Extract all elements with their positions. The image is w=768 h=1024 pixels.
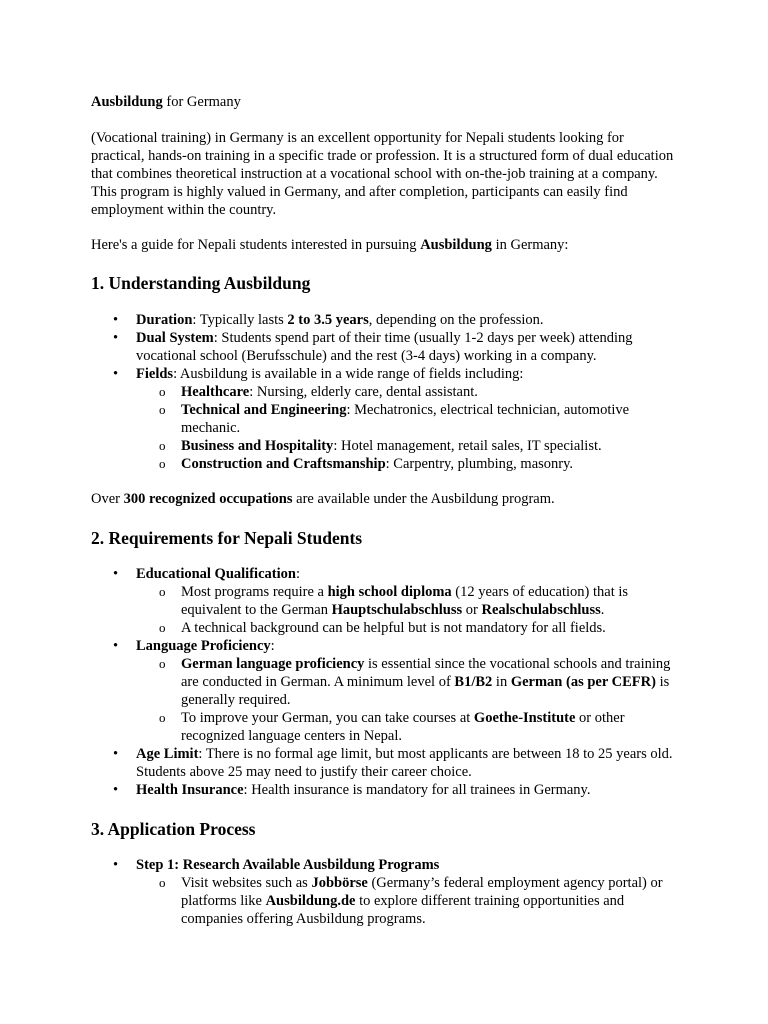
list-item-dual-system: • Dual System: Students spend part of their time (usually 1-2 days per week) attending vocational school (Berufsschule) and the rest (3-4 days) working in a company. [113,330,633,364]
occupations-paragraph: Over 300 recognized occupations are available under the Ausbildung program. [91,491,555,507]
section-3-heading: 3. Application Process [91,819,256,839]
document-title [91,93,681,111]
language-sublist [136,655,681,745]
education-sublist [136,583,681,637]
list-item-health-insurance: • Health Insurance: Health insurance is mandatory for all trainees in Germany. [113,782,591,798]
sublist-item: o German language proficiency is essential since the vocational schools and training are conducted in German. A minimum level of B1/B2 in German (as per CEFR) is generally required. [159,656,671,708]
sublist-item: o Most programs require a high school diploma (12 years of education) that is equivalent to the German Hauptschulabschluss or Realschulabschluss. [159,584,629,618]
section-2-list [91,565,681,799]
list-item-age-limit: • Age Limit: There is no formal age limit, but most applicants are between 18 to 25 years old. Students above 25 may need to justify their career choice. [113,746,673,780]
section-1-heading: 1. Understanding Ausbildung [91,273,311,293]
sublist-item: o Technical and Engineering: Mechatronics, electrical technician, automotive mechanic. [159,402,630,436]
fields-sublist [136,383,681,473]
list-item-language: • Language Proficiency: o German language proficiency is essential since the vocational schools and training are conducted in German. A minimum level of B1/B2 in German (as per CEFR) is generally required. o To improve your German, you can take courses at Goethe-Institute or other recognized language centers in Nepal. [91,637,681,745]
list-item-education: • Educational Qualification: o Most programs require a high school diploma (12 years of education) that is equivalent to the German Hauptschulabschluss or Realschulabschluss. o A technical background can be helpful but is not mandatory for all fields. [91,565,681,637]
sublist-item: o A technical background can be helpful but is not mandatory for all fields. [159,620,606,636]
list-item-duration: • Duration: Typically lasts 2 to 3.5 years, depending on the profession. [113,312,544,328]
sublist-item: o Business and Hospitality: Hotel management, retail sales, IT specialist. [159,438,602,454]
sublist-item: o Healthcare: Nursing, elderly care, dental assistant. [159,384,478,400]
section-3-list [91,856,681,928]
sublist-item: o Visit websites such as Jobbörse (Germany’s federal employment agency portal) or platforms like Ausbildung.de to explore different training opportunities and companies offering Ausbildung programs. [159,875,663,927]
title-bold: Ausbildung [91,94,163,110]
intro-paragraph: (Vocational training) in Germany is an excellent opportunity for Nepali students looking for practical, hands-on training in a specific trade or profession. It is a structured form of dual education that combines theoretical instruction at a vocational school with on-the-job training at a company. This program is highly valued in Germany, and after completion, participants can easily find employment within the country. [91,130,674,218]
list-item-fields: • Fields: Ausbildung is available in a wide range of fields including: o Healthcare: Nursing, elderly care, dental assistant. o Technical and Engineering: Mechatronics, electrical technician, automotive mechanic. o Business and Hospitality: Hotel management, retail sales, IT specialist. o Construction and Craftsmanship: Carpentry, plumbing, masonry. [91,365,681,473]
title-rest: for Germany [162,94,241,110]
step-1-sublist [136,874,681,928]
list-item-step-1: • Step 1: Research Available Ausbildung Programs o Visit websites such as Jobbörse (Germany’s federal employment agency portal) or platforms like Ausbildung.de to explore different training opportunities and companies offering Ausbildung programs. [91,856,681,928]
section-2-heading: 2. Requirements for Nepali Students [91,528,363,548]
sublist-item: o To improve your German, you can take courses at Goethe-Institute or other recognized language centers in Nepal. [159,710,625,744]
section-1-list [91,311,681,473]
sublist-item: o Construction and Craftsmanship: Carpentry, plumbing, masonry. [159,456,574,472]
guide-paragraph: Here's a guide for Nepali students interested in pursuing Ausbildung in Germany: [91,237,569,253]
